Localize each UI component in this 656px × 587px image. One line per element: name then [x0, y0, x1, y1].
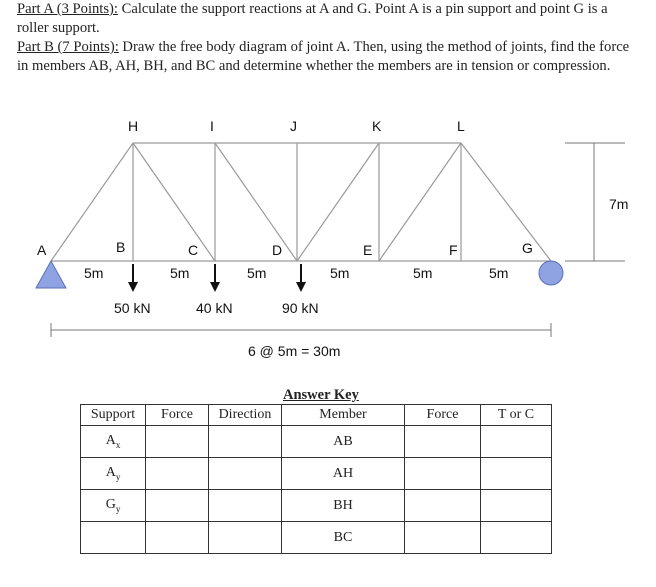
part-b-text: Draw the free body diagram of joint A. Then, using the method of joints, find the force in members AB, AH, BH, and BC and determine whether the members are in tension or compression. [17, 39, 630, 74]
header-direction: Direction [209, 405, 282, 426]
direction-cell [209, 490, 282, 522]
support-cell [81, 522, 146, 554]
table-row [81, 522, 552, 554]
t-or-c-cell [481, 490, 552, 522]
node-label-L: L [457, 118, 465, 134]
member-force-cell [405, 490, 481, 522]
span-label: 5m [84, 265, 104, 281]
header-support: Support [81, 405, 146, 426]
header-member: Member [282, 405, 405, 426]
force-cell [146, 522, 209, 554]
load-label-C: 40 kN [196, 300, 233, 316]
support-cell: $A_y$ [81, 458, 146, 490]
node-label-J: J [290, 118, 297, 134]
direction-cell [209, 522, 282, 554]
node-label-G: G [522, 240, 533, 256]
roller-support-G [539, 261, 563, 285]
force-cell [146, 458, 209, 490]
support-cell: $A_x$ [81, 426, 146, 458]
part-b-label: Part B (7 Points): [17, 39, 119, 55]
node-label-F: F [449, 242, 458, 258]
header-member-force: Force [405, 405, 481, 426]
pin-support-A [36, 261, 66, 288]
node-label-I: I [210, 118, 214, 134]
load-label-D: 90 kN [282, 300, 319, 316]
height-label: 7m [609, 196, 629, 212]
member-force-cell [405, 522, 481, 554]
member-ID [215, 143, 297, 261]
member-cell: BC [282, 522, 405, 554]
member-HC [133, 143, 215, 261]
span-label: 5m [489, 265, 509, 281]
node-label-D: D [272, 242, 283, 258]
node-label-B: B [116, 239, 126, 255]
node-label-A: A [37, 242, 47, 258]
direction-cell [209, 458, 282, 490]
support-cell: $G_y$ [81, 490, 146, 522]
answer-table-header [81, 405, 552, 426]
member-force-cell [405, 426, 481, 458]
force-cell [146, 490, 209, 522]
node-label-K: K [372, 118, 382, 134]
t-or-c-cell [481, 458, 552, 490]
node-label-C: C [188, 242, 199, 258]
t-or-c-cell [481, 522, 552, 554]
table-row [81, 458, 552, 490]
total-span-label: 6 @ 5m = 30m [248, 343, 341, 359]
answer-key-table [80, 404, 552, 554]
member-force-cell [405, 458, 481, 490]
force-cell [146, 426, 209, 458]
table-row [81, 490, 552, 522]
table-row [81, 426, 552, 458]
t-or-c-cell [481, 426, 552, 458]
span-label: 5m [247, 265, 267, 281]
node-label-H: H [128, 118, 139, 134]
member-cell: AH [282, 458, 405, 490]
load-arrow-C [210, 264, 220, 292]
load-label-B: 50 kN [114, 300, 151, 316]
load-arrow-B [128, 264, 138, 292]
part-a-label: Part A (3 Points): [17, 1, 118, 17]
member-LG [461, 143, 551, 261]
answer-key-title: Answer Key [283, 387, 359, 403]
load-arrow-D [296, 264, 306, 292]
span-label: 5m [330, 265, 350, 281]
span-label: 5m [170, 265, 190, 281]
part-a-text: Calculate the support reactions at A and G. Point A is a pin support and point G is a roller support. [17, 1, 608, 36]
node-label-E: E [363, 242, 373, 258]
member-cell: BH [282, 490, 405, 522]
member-cell: AB [282, 426, 405, 458]
header-t-or-c: T or C [481, 405, 552, 426]
span-label: 5m [413, 265, 433, 281]
header-force: Force [146, 405, 209, 426]
direction-cell [209, 426, 282, 458]
